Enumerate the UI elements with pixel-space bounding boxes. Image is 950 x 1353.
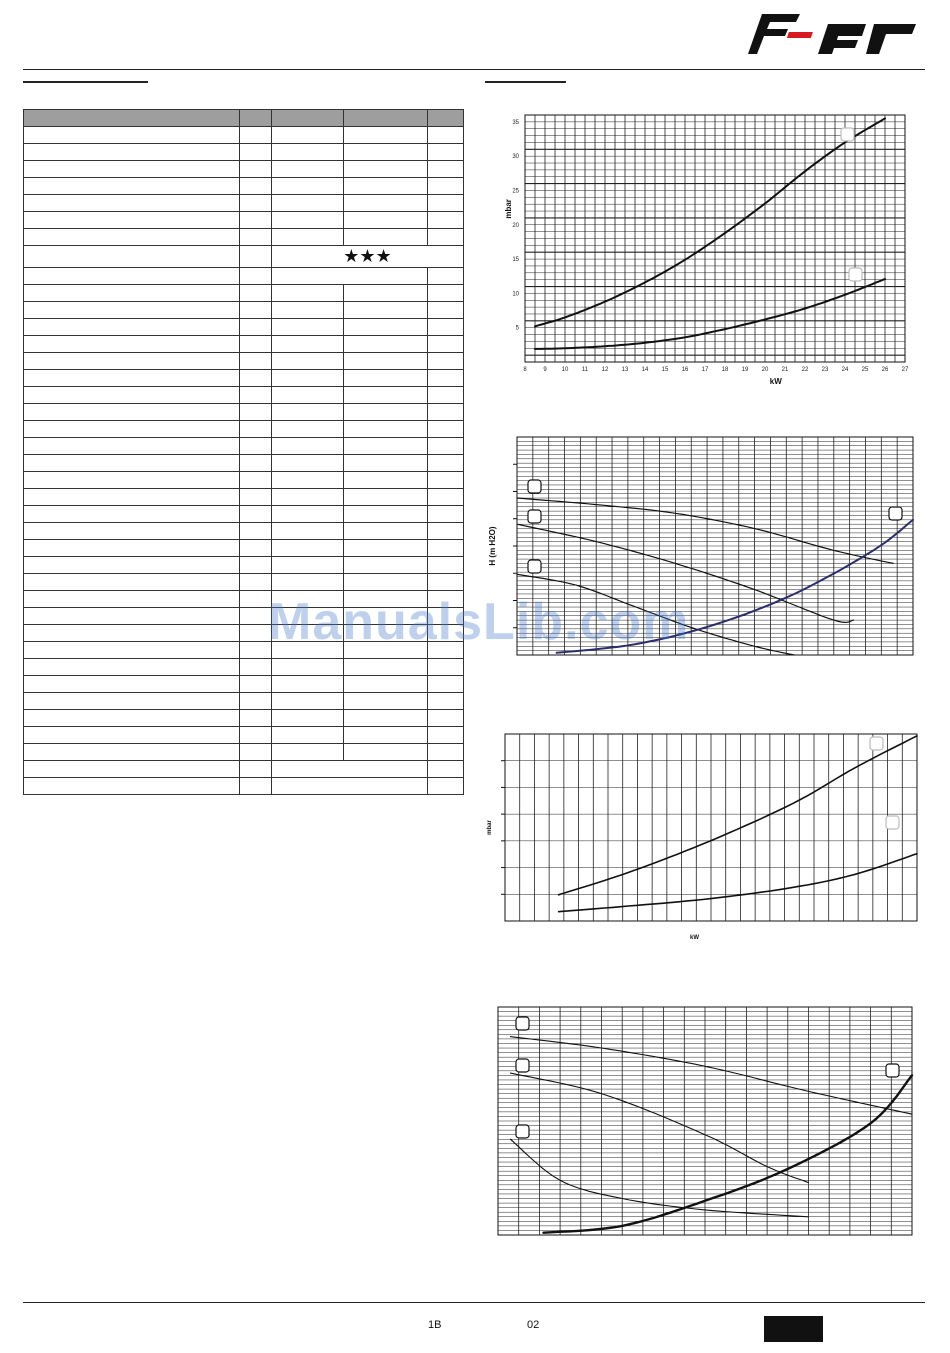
x-tick-label: 19 bbox=[741, 367, 749, 373]
header-rule bbox=[23, 69, 925, 70]
table-row bbox=[24, 268, 464, 285]
table-cell bbox=[428, 540, 464, 557]
table-cell bbox=[240, 212, 272, 229]
table-cell bbox=[344, 676, 428, 693]
table-row bbox=[24, 710, 464, 727]
table-cell bbox=[272, 438, 344, 455]
table-cell bbox=[240, 370, 272, 387]
footer-revision: 02 bbox=[527, 1319, 540, 1331]
x-tick-label: 27 bbox=[901, 367, 909, 373]
x-tick-label: 20 bbox=[761, 367, 769, 373]
curve-marker bbox=[849, 268, 862, 281]
table-cell bbox=[272, 212, 344, 229]
table-cell bbox=[240, 268, 272, 285]
footer-rule bbox=[23, 1302, 925, 1303]
table-cell bbox=[428, 387, 464, 404]
table-cell bbox=[24, 693, 240, 710]
table-cell bbox=[272, 195, 344, 212]
table-row bbox=[24, 506, 464, 523]
table-cell bbox=[24, 438, 240, 455]
table-cell bbox=[344, 438, 428, 455]
table-cell bbox=[344, 161, 428, 178]
table-row bbox=[24, 195, 464, 212]
x-tick-label: 11 bbox=[581, 367, 589, 373]
table-cell bbox=[24, 608, 240, 625]
curve-marker bbox=[528, 560, 541, 573]
table-row bbox=[24, 353, 464, 370]
curve-marker bbox=[889, 507, 902, 520]
table-cell bbox=[240, 523, 272, 540]
curve-marker bbox=[516, 1059, 529, 1072]
table-cell bbox=[344, 319, 428, 336]
table-cell bbox=[344, 727, 428, 744]
table-cell bbox=[240, 195, 272, 212]
table-row bbox=[24, 557, 464, 574]
table-cell bbox=[24, 659, 240, 676]
table-cell bbox=[272, 144, 344, 161]
table-cell bbox=[428, 212, 464, 229]
table-cell bbox=[24, 195, 240, 212]
table-cell bbox=[24, 778, 240, 795]
table-cell bbox=[272, 659, 344, 676]
table-cell bbox=[240, 229, 272, 246]
table-cell bbox=[24, 144, 240, 161]
table-cell bbox=[24, 523, 240, 540]
table-row bbox=[24, 212, 464, 229]
pump-head-chart-2 bbox=[490, 1002, 920, 1242]
table-cell bbox=[272, 693, 344, 710]
table-row bbox=[24, 319, 464, 336]
logo-letter-r bbox=[866, 24, 916, 54]
table-cell bbox=[240, 642, 272, 659]
table-row bbox=[24, 778, 464, 795]
table-row bbox=[24, 144, 464, 161]
table-row bbox=[24, 387, 464, 404]
table-cell bbox=[272, 302, 344, 319]
table-row bbox=[24, 336, 464, 353]
table-cell bbox=[24, 591, 240, 608]
table-cell bbox=[428, 336, 464, 353]
x-tick-label: 26 bbox=[881, 367, 889, 373]
table-cell bbox=[272, 319, 344, 336]
table-cell bbox=[24, 212, 240, 229]
table-cell bbox=[344, 302, 428, 319]
table-cell bbox=[24, 642, 240, 659]
table-cell bbox=[428, 676, 464, 693]
table-cell bbox=[272, 506, 344, 523]
curve-marker bbox=[528, 510, 541, 523]
table-cell bbox=[344, 336, 428, 353]
table-cell bbox=[344, 144, 428, 161]
x-tick-label: 13 bbox=[621, 367, 629, 373]
table-cell bbox=[24, 574, 240, 591]
table-cell bbox=[240, 472, 272, 489]
table-cell bbox=[24, 404, 240, 421]
x-tick-label: 17 bbox=[701, 367, 709, 373]
table-cell bbox=[24, 455, 240, 472]
table-cell bbox=[428, 778, 464, 795]
table-row bbox=[24, 161, 464, 178]
watermark: ManualsLib.com bbox=[268, 593, 690, 651]
table-cell bbox=[240, 574, 272, 591]
brand-logo bbox=[736, 10, 920, 56]
table-row bbox=[24, 302, 464, 319]
table-row bbox=[24, 744, 464, 761]
table-header-cell bbox=[428, 110, 464, 127]
table-cell bbox=[240, 540, 272, 557]
table-cell bbox=[428, 161, 464, 178]
curve-marker bbox=[886, 816, 899, 829]
table-cell bbox=[240, 302, 272, 319]
x-tick-label: 10 bbox=[561, 367, 569, 373]
table-cell bbox=[240, 353, 272, 370]
table-cell bbox=[344, 506, 428, 523]
table-cell bbox=[240, 693, 272, 710]
table-row bbox=[24, 421, 464, 438]
table-cell bbox=[272, 421, 344, 438]
table-row bbox=[24, 489, 464, 506]
table-cell bbox=[240, 778, 272, 795]
table-cell bbox=[344, 404, 428, 421]
table-cell bbox=[272, 523, 344, 540]
table-cell bbox=[24, 421, 240, 438]
curve-marker bbox=[886, 1064, 899, 1077]
x-axis-label: kW bbox=[690, 935, 700, 941]
table-cell bbox=[428, 302, 464, 319]
table-row bbox=[24, 127, 464, 144]
logo-letter-e bbox=[818, 24, 866, 54]
table-cell bbox=[344, 353, 428, 370]
x-tick-label: 23 bbox=[821, 367, 829, 373]
y-axis-label: mbar bbox=[504, 199, 513, 219]
table-cell bbox=[344, 540, 428, 557]
table-cell bbox=[24, 387, 240, 404]
table-cell bbox=[428, 127, 464, 144]
table-cell bbox=[272, 727, 344, 744]
table-cell bbox=[240, 761, 272, 778]
table-cell bbox=[240, 744, 272, 761]
table-cell bbox=[24, 506, 240, 523]
y-axis-label: mbar bbox=[487, 820, 493, 835]
table-cell bbox=[344, 574, 428, 591]
table-cell bbox=[24, 489, 240, 506]
table-cell bbox=[24, 161, 240, 178]
table-cell bbox=[240, 727, 272, 744]
table-cell bbox=[272, 285, 344, 302]
table-cell bbox=[344, 387, 428, 404]
table-row bbox=[24, 727, 464, 744]
table-cell bbox=[428, 710, 464, 727]
table-cell bbox=[428, 472, 464, 489]
table-cell bbox=[428, 195, 464, 212]
table-cell bbox=[240, 285, 272, 302]
table-cell bbox=[272, 336, 344, 353]
y-tick-label: 10 bbox=[512, 291, 519, 298]
table-cell bbox=[428, 693, 464, 710]
table-row bbox=[24, 404, 464, 421]
table-row bbox=[24, 229, 464, 246]
table-row bbox=[24, 455, 464, 472]
table-cell bbox=[428, 761, 464, 778]
table-row bbox=[24, 761, 464, 778]
y-tick-label: 5 bbox=[515, 325, 519, 332]
table-row bbox=[24, 659, 464, 676]
table-cell bbox=[24, 472, 240, 489]
x-tick-label: 18 bbox=[721, 367, 729, 373]
curve-marker bbox=[516, 1125, 529, 1138]
table-cell bbox=[428, 659, 464, 676]
table-cell bbox=[272, 161, 344, 178]
table-cell bbox=[24, 761, 240, 778]
table-cell bbox=[272, 229, 344, 246]
table-cell bbox=[272, 710, 344, 727]
table-cell bbox=[240, 387, 272, 404]
table-cell bbox=[240, 336, 272, 353]
x-tick-label: 22 bbox=[801, 367, 809, 373]
table-cell bbox=[240, 421, 272, 438]
table-cell bbox=[428, 404, 464, 421]
table-row bbox=[24, 574, 464, 591]
table-row bbox=[24, 540, 464, 557]
table-cell bbox=[240, 676, 272, 693]
table-header-cell bbox=[272, 110, 344, 127]
table-cell bbox=[240, 161, 272, 178]
x-tick-label: 21 bbox=[781, 367, 789, 373]
table-cell bbox=[272, 455, 344, 472]
table-cell bbox=[344, 178, 428, 195]
x-axis-label: kW bbox=[769, 377, 782, 386]
table-cell bbox=[272, 540, 344, 557]
table-cell bbox=[428, 229, 464, 246]
table-cell bbox=[344, 489, 428, 506]
table-cell bbox=[428, 574, 464, 591]
table-cell bbox=[24, 370, 240, 387]
table-cell bbox=[344, 195, 428, 212]
table-cell bbox=[24, 178, 240, 195]
table-cell bbox=[344, 455, 428, 472]
table-cell bbox=[24, 246, 240, 268]
table-cell bbox=[344, 370, 428, 387]
table-cell bbox=[428, 268, 464, 285]
table-cell bbox=[240, 455, 272, 472]
table-cell bbox=[24, 557, 240, 574]
table-cell bbox=[272, 268, 428, 285]
table-cell bbox=[428, 144, 464, 161]
table-row bbox=[24, 676, 464, 693]
x-tick-label: 16 bbox=[681, 367, 689, 373]
table-cell bbox=[344, 710, 428, 727]
table-cell bbox=[344, 285, 428, 302]
footer-code: 1B bbox=[428, 1319, 442, 1331]
table-cell bbox=[428, 455, 464, 472]
left-section-underline bbox=[23, 81, 148, 83]
table-cell bbox=[240, 489, 272, 506]
table-row bbox=[24, 693, 464, 710]
y-axis-label: H (m H2O) bbox=[488, 526, 497, 566]
table-cell bbox=[240, 506, 272, 523]
x-tick-label: 24 bbox=[841, 367, 849, 373]
table-cell bbox=[240, 319, 272, 336]
table-cell bbox=[272, 778, 428, 795]
x-tick-label: 8 bbox=[523, 367, 527, 373]
x-tick-label: 25 bbox=[861, 367, 869, 373]
table-cell bbox=[428, 353, 464, 370]
table-cell bbox=[272, 178, 344, 195]
table-row bbox=[24, 523, 464, 540]
table-cell bbox=[24, 229, 240, 246]
table-cell bbox=[428, 285, 464, 302]
table-cell bbox=[240, 591, 272, 608]
table-cell bbox=[428, 727, 464, 744]
table-cell bbox=[272, 353, 344, 370]
curve-marker bbox=[841, 128, 854, 141]
table-cell bbox=[24, 319, 240, 336]
spec-table bbox=[23, 109, 464, 795]
table-cell bbox=[344, 659, 428, 676]
table-cell bbox=[344, 744, 428, 761]
table-row bbox=[24, 246, 464, 268]
table-cell bbox=[428, 370, 464, 387]
table-cell bbox=[344, 212, 428, 229]
table-cell bbox=[272, 574, 344, 591]
table-cell bbox=[272, 744, 344, 761]
table-cell bbox=[24, 127, 240, 144]
table-cell bbox=[428, 178, 464, 195]
table-cell bbox=[24, 676, 240, 693]
x-tick-label: 15 bbox=[661, 367, 669, 373]
table-cell bbox=[272, 557, 344, 574]
x-tick-label: 12 bbox=[601, 367, 609, 373]
table-cell bbox=[24, 625, 240, 642]
table-cell bbox=[240, 144, 272, 161]
table-cell bbox=[344, 421, 428, 438]
table-cell bbox=[24, 353, 240, 370]
right-section-underline bbox=[485, 81, 566, 83]
y-tick-label: 35 bbox=[512, 119, 519, 126]
pressure-drop-chart bbox=[480, 728, 920, 948]
table-cell bbox=[272, 387, 344, 404]
table-cell bbox=[24, 302, 240, 319]
gas-pressure-chart bbox=[485, 108, 915, 398]
table-cell bbox=[344, 472, 428, 489]
table-cell bbox=[240, 557, 272, 574]
table-cell bbox=[240, 404, 272, 421]
table-cell bbox=[272, 761, 428, 778]
table-cell bbox=[240, 659, 272, 676]
curve-marker bbox=[870, 737, 883, 750]
table-cell bbox=[428, 506, 464, 523]
table-cell bbox=[344, 523, 428, 540]
table-cell bbox=[428, 744, 464, 761]
curve-marker bbox=[528, 480, 541, 493]
table-cell bbox=[428, 489, 464, 506]
table-cell bbox=[344, 557, 428, 574]
logo-red-dash bbox=[787, 32, 813, 38]
table-row bbox=[24, 178, 464, 195]
table-row bbox=[24, 285, 464, 302]
y-tick-label: 25 bbox=[512, 188, 519, 195]
table-cell bbox=[24, 285, 240, 302]
table-row bbox=[24, 472, 464, 489]
table-cell bbox=[24, 727, 240, 744]
table-cell bbox=[272, 676, 344, 693]
table-cell bbox=[272, 127, 344, 144]
table-cell bbox=[272, 370, 344, 387]
y-tick-label: 20 bbox=[512, 222, 519, 229]
y-tick-label: 30 bbox=[512, 154, 519, 161]
table-cell bbox=[240, 608, 272, 625]
table-cell bbox=[24, 268, 240, 285]
table-row bbox=[24, 370, 464, 387]
table-cell bbox=[240, 625, 272, 642]
y-tick-label: 15 bbox=[512, 257, 519, 264]
x-tick-label: 9 bbox=[543, 367, 547, 373]
table-cell bbox=[240, 710, 272, 727]
table-cell bbox=[24, 540, 240, 557]
table-cell bbox=[428, 557, 464, 574]
table-cell bbox=[428, 421, 464, 438]
x-tick-label: 14 bbox=[641, 367, 649, 373]
table-cell bbox=[344, 229, 428, 246]
table-cell bbox=[428, 319, 464, 336]
table-cell bbox=[240, 178, 272, 195]
table-cell bbox=[24, 336, 240, 353]
table-cell bbox=[24, 710, 240, 727]
table-header-cell bbox=[24, 110, 240, 127]
table-cell bbox=[240, 438, 272, 455]
table-cell bbox=[272, 472, 344, 489]
table-cell bbox=[24, 744, 240, 761]
footer-page-box bbox=[764, 1316, 823, 1342]
table-cell bbox=[272, 489, 344, 506]
table-cell bbox=[428, 438, 464, 455]
energy-stars: ★★★ bbox=[272, 246, 464, 268]
table-cell bbox=[428, 523, 464, 540]
curve-marker bbox=[516, 1017, 529, 1030]
table-cell bbox=[240, 127, 272, 144]
table-cell bbox=[272, 404, 344, 421]
table-header-row bbox=[24, 110, 464, 127]
table-header-cell bbox=[344, 110, 428, 127]
table-header-cell bbox=[240, 110, 272, 127]
table-row bbox=[24, 438, 464, 455]
table-cell bbox=[240, 246, 272, 268]
table-cell bbox=[344, 127, 428, 144]
table-cell bbox=[344, 693, 428, 710]
